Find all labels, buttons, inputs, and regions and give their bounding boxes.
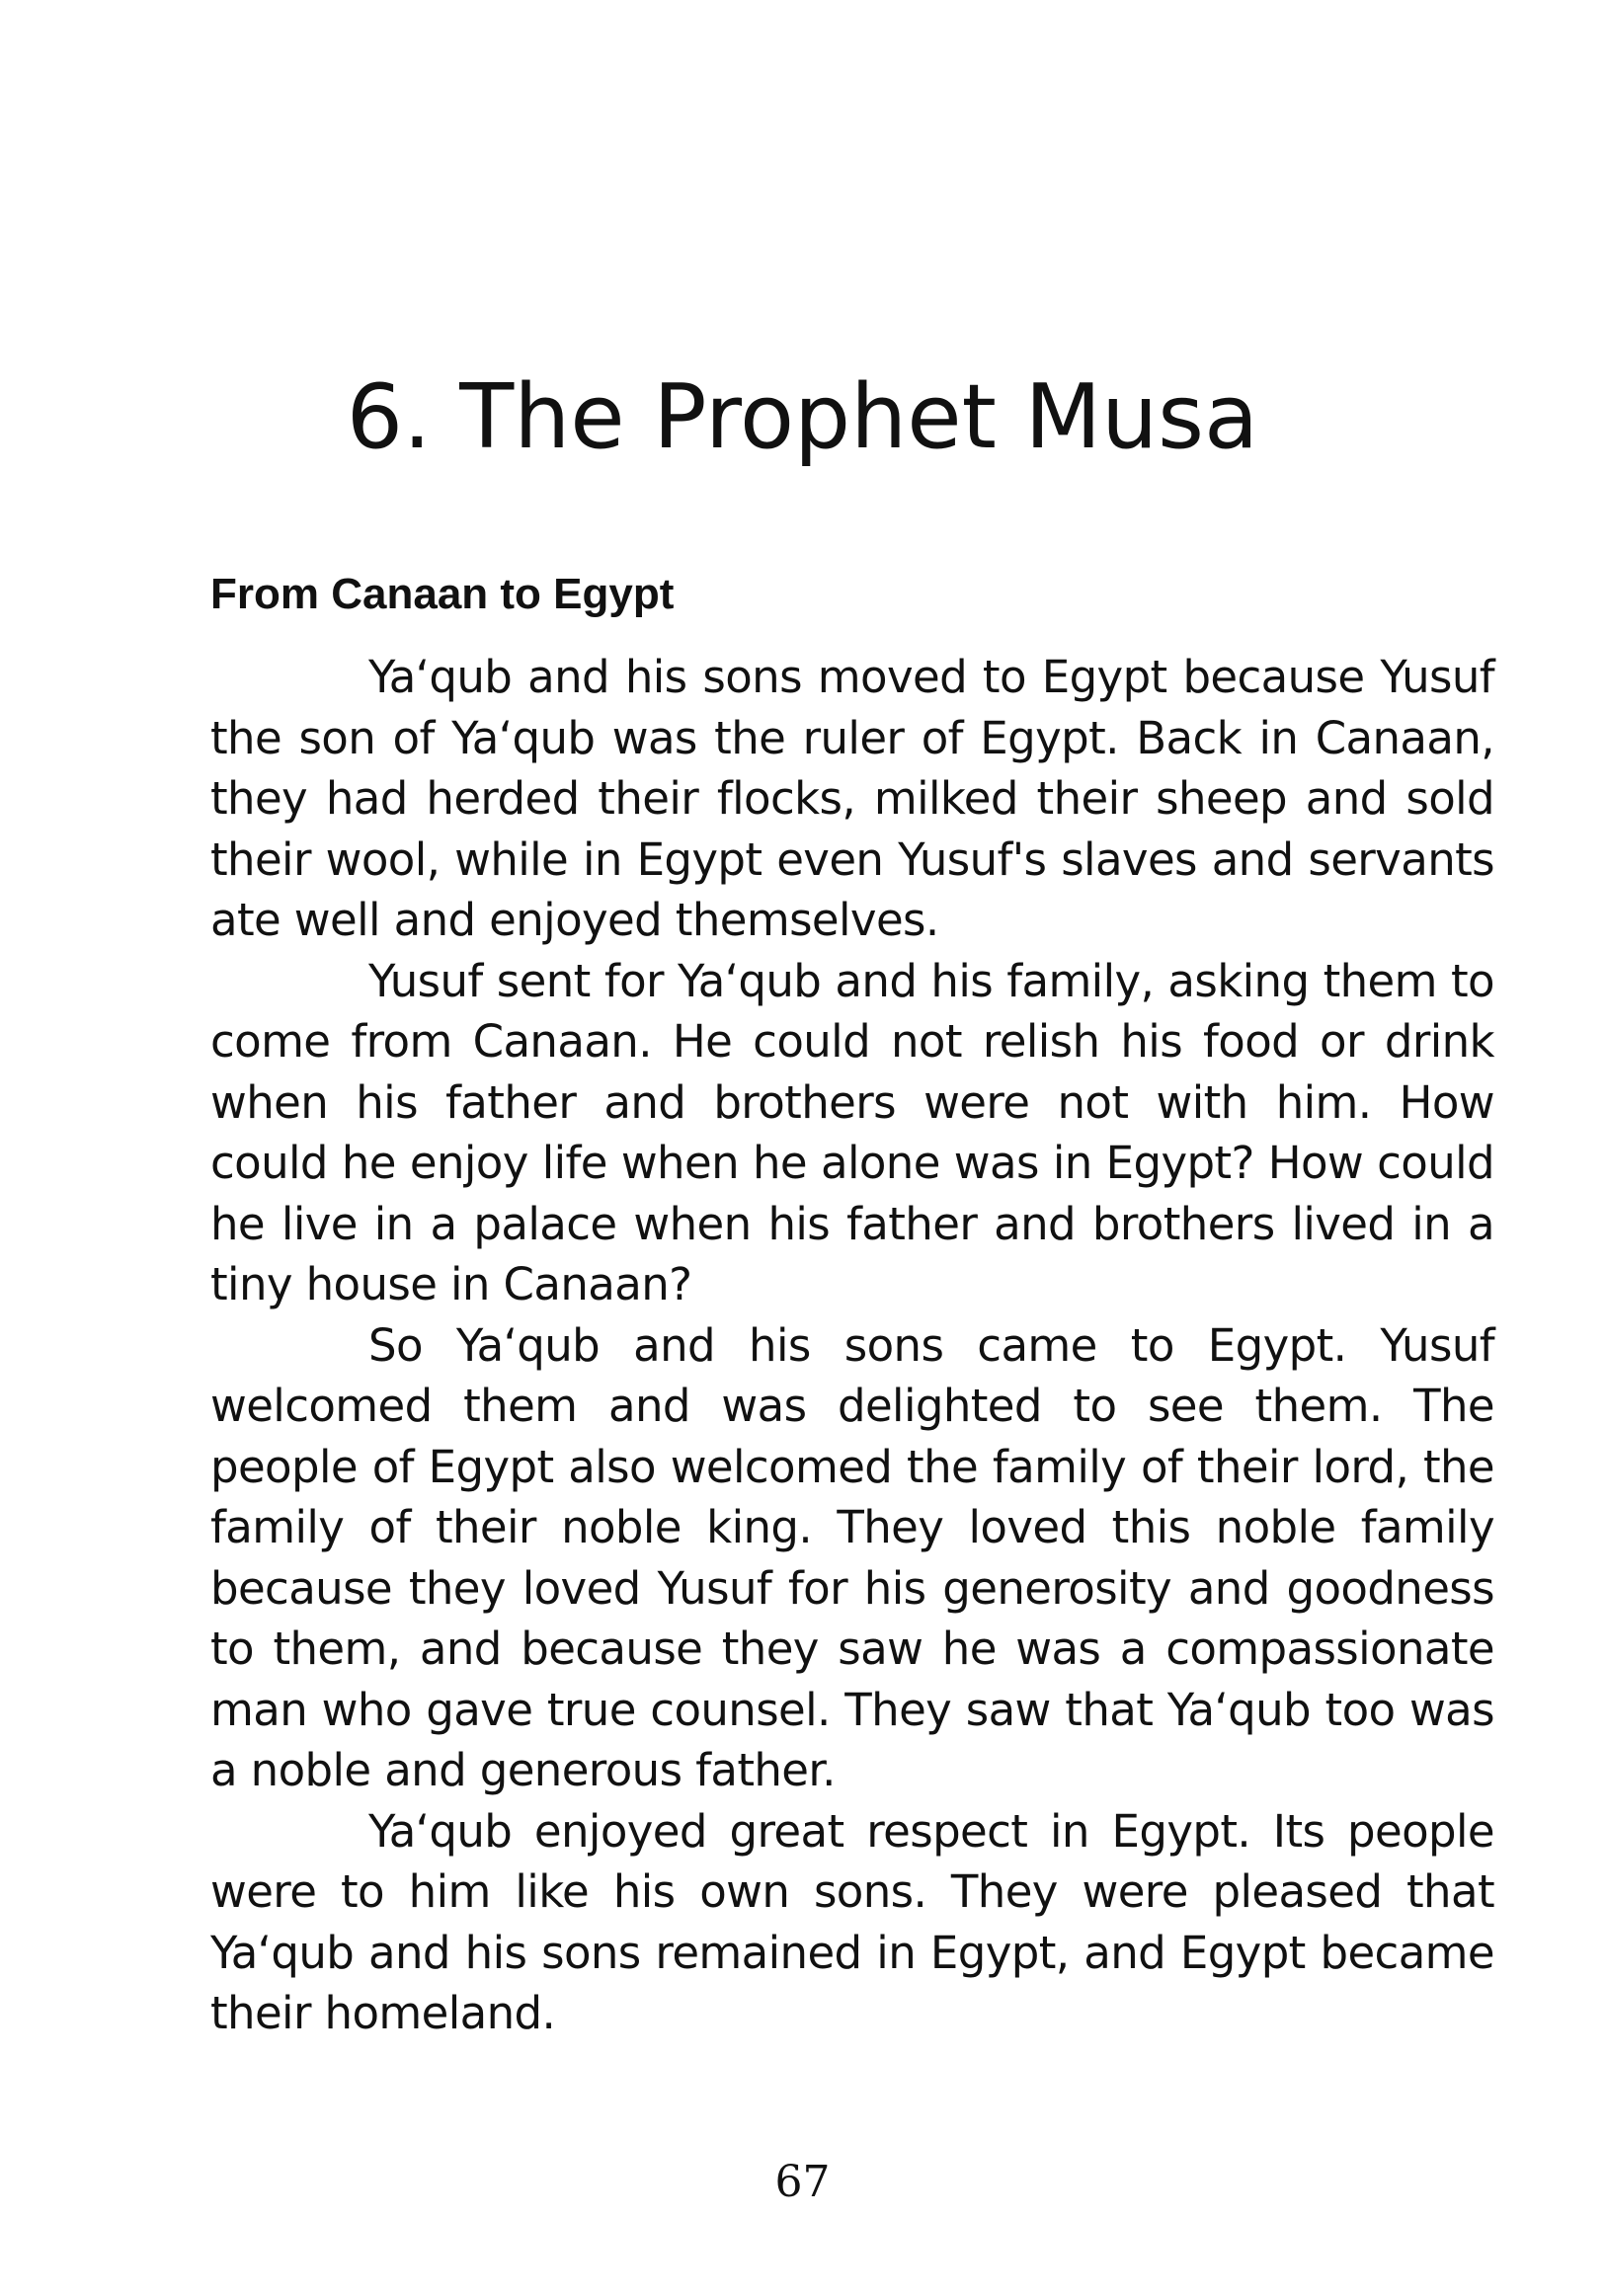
body-text (210, 647, 1494, 2044)
paragraph: Ya‘qub enjoyed great respect in Egypt. Its people were to him like his own sons. They were pleased that Ya‘qub and his sons remained in Egypt, and Egypt became their homeland. (210, 1804, 1494, 2039)
section-heading: From Canaan to Egypt (210, 570, 675, 618)
page-number: 67 (774, 2157, 831, 2207)
chapter-title: 6. The Prophet Musa (346, 365, 1259, 469)
paragraph: Ya‘qub and his sons moved to Egypt because Yusuf the son of Ya‘qub was the ruler of Egypt. Back in Canaan, they had herded their flocks, milked their sheep and sold their wool, while in Egypt even Yusuf's slaves and servants ate well and enjoyed themselves. (210, 651, 1494, 946)
paragraph: So Ya‘qub and his sons came to Egypt. Yusuf welcomed them and was delighted to see them. The people of Egypt also welcomed the family of their lord, the family of their noble king. They loved this noble family because they loved Yusuf for his generosity and goodness to them, and because they saw he was a compassionate man who gave true counsel. They saw that Ya‘qub too was a noble and generous father. (210, 1318, 1494, 1796)
paragraph: Yusuf sent for Ya‘qub and his family, asking them to come from Canaan. He could not relish his food or drink when his father and brothers were not with him. How could he enjoy life when he alone was in Egypt? How could he live in a palace when his father and brothers lived in a tiny house in Canaan? (210, 954, 1494, 1310)
